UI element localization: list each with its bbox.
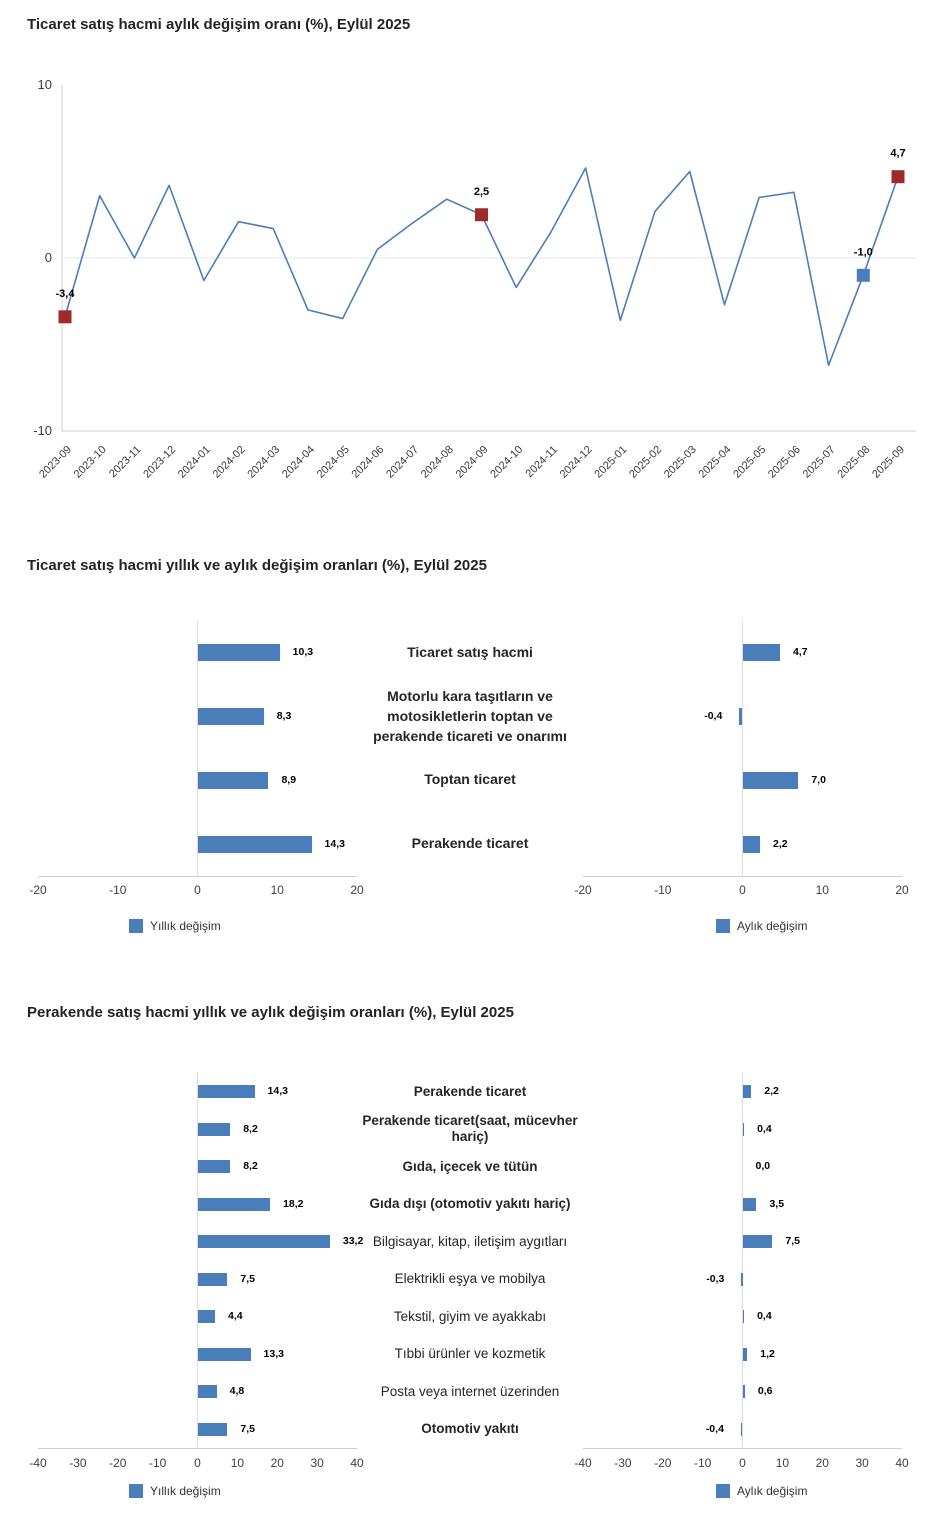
x-tick-2025-05: 2025-05 xyxy=(731,443,769,481)
left-value-label-2: 8,2 xyxy=(243,1160,258,1173)
x-tick-2024-01: 2024-01 xyxy=(175,443,213,481)
marker-label-2025-08: -1,0 xyxy=(853,246,873,259)
right-bar-8 xyxy=(743,1385,745,1398)
x-tick-2023-11: 2023-11 xyxy=(107,443,144,481)
retail-bar-chart-title: Perakende satış hacmi yıllık ve aylık değişim oranları (%), Eylül 2025 xyxy=(27,1004,514,1021)
left-value-label-3: 18,2 xyxy=(283,1197,304,1210)
x-tick-right-0: 0 xyxy=(739,1456,746,1470)
right-bar-3 xyxy=(743,836,761,853)
x-tick-left-0: 0 xyxy=(194,883,201,897)
x-tick-2023-10: 2023-10 xyxy=(71,443,109,481)
left-value-label-0: 14,3 xyxy=(267,1085,288,1098)
left-bar-3 xyxy=(198,836,312,853)
right-value-label-9: -0,4 xyxy=(705,1422,724,1435)
aylik-legend xyxy=(716,1484,807,1498)
x-tick-left--40: -40 xyxy=(29,1456,47,1470)
line-chart-title: Ticaret satış hacmi aylık değişim oranı (%), Eylül 2025 xyxy=(27,16,411,33)
x-tick-2025-09: 2025-09 xyxy=(870,443,908,481)
x-tick-2024-12: 2024-12 xyxy=(557,443,595,481)
left-bar-8 xyxy=(198,1385,217,1398)
x-tick-2025-04: 2025-04 xyxy=(696,443,734,481)
category-label-5: Elektrikli eşya ve mobilya xyxy=(394,1271,546,1287)
x-tick-2024-06: 2024-06 xyxy=(349,443,387,481)
right-plot-perakende xyxy=(583,1073,902,1449)
left-plot-ticaret xyxy=(38,621,357,877)
left-bar-9 xyxy=(198,1423,228,1436)
category-label-0: Perakende ticaret xyxy=(413,1083,527,1099)
right-value-label-6: 0,4 xyxy=(757,1310,772,1323)
right-value-label-2: 0,0 xyxy=(755,1160,771,1173)
legend-swatch xyxy=(716,919,730,933)
right-bar-2 xyxy=(743,772,799,789)
right-bar-1 xyxy=(739,708,742,725)
yillik-legend xyxy=(129,919,221,933)
right-value-label-3: 2,2 xyxy=(773,837,788,850)
x-tick-2025-03: 2025-03 xyxy=(661,443,699,481)
x-tick-2025-01: 2025-01 xyxy=(592,443,630,481)
left-value-label-9: 7,5 xyxy=(240,1422,256,1435)
category-label-8: Posta veya internet üzerinden xyxy=(380,1383,560,1399)
marker-label-2023-09: -3,4 xyxy=(55,287,75,300)
right-value-label-1: -0,4 xyxy=(704,710,723,723)
x-tick-left-30: 30 xyxy=(310,1456,324,1470)
x-tick-left-10: 10 xyxy=(230,1456,245,1470)
left-bar-0 xyxy=(198,1085,255,1098)
x-tick-right-20: 20 xyxy=(895,883,909,897)
right-bar-9 xyxy=(741,1423,743,1436)
category-label-2: Gıda, içecek ve tütün xyxy=(402,1158,538,1174)
left-bar-3 xyxy=(198,1198,271,1211)
y-tick--10: -10 xyxy=(33,423,52,438)
category-labels xyxy=(357,621,583,876)
x-tick-left-0: 0 xyxy=(194,1456,201,1470)
left-value-label-1: 8,3 xyxy=(276,710,292,723)
right-value-label-8: 0,6 xyxy=(757,1385,773,1398)
category-label-0: Ticaret satış hacmi xyxy=(407,643,533,660)
left-bar-0 xyxy=(198,644,280,661)
x-tick-left-40: 40 xyxy=(350,1456,364,1470)
marker-2024-09 xyxy=(475,208,488,221)
legend-label: Aylık değişim xyxy=(737,919,808,933)
right-value-label-1: 0,4 xyxy=(757,1122,772,1135)
right-value-label-2: 7,0 xyxy=(811,773,826,786)
right-bar-3 xyxy=(743,1198,757,1211)
left-value-label-7: 13,3 xyxy=(263,1347,284,1360)
x-tick-right--10: -10 xyxy=(693,1456,712,1470)
x-tick-right-10: 10 xyxy=(775,1456,790,1470)
right-value-label-7: 1,2 xyxy=(760,1347,775,1360)
x-tick-2024-02: 2024-02 xyxy=(210,443,248,481)
legend-label: Yıllık değişim xyxy=(150,919,221,933)
left-value-label-2: 8,9 xyxy=(281,773,297,786)
left-value-label-6: 4,4 xyxy=(228,1310,243,1323)
left-value-label-1: 8,2 xyxy=(243,1122,258,1135)
x-tick-2024-11: 2024-11 xyxy=(523,443,561,481)
left-value-label-3: 14,3 xyxy=(324,837,345,850)
x-tick-2024-07: 2024-07 xyxy=(384,443,422,481)
marker-2025-09 xyxy=(892,170,905,183)
x-tick-left-10: 10 xyxy=(270,883,284,897)
x-tick-2024-08: 2024-08 xyxy=(418,443,456,481)
right-bar-5 xyxy=(741,1273,742,1286)
x-tick-left--20: -20 xyxy=(29,883,47,897)
left-bar-1 xyxy=(198,708,264,725)
monthly-change-line-chart xyxy=(0,0,938,530)
x-tick-right--40: -40 xyxy=(574,1456,592,1470)
marker-2023-09 xyxy=(59,310,72,323)
left-bar-2 xyxy=(198,1160,231,1173)
legend-swatch xyxy=(129,1484,143,1498)
x-tick-left-20: 20 xyxy=(350,883,364,897)
left-value-label-5: 7,5 xyxy=(240,1272,256,1285)
x-tick-left--10: -10 xyxy=(109,883,127,897)
left-bar-4 xyxy=(198,1235,330,1248)
legend-label: Aylık değişim xyxy=(737,1484,808,1498)
trade-bar-chart-title: Ticaret satış hacmi yıllık ve aylık değişim oranları (%), Eylül 2025 xyxy=(27,557,487,574)
x-tick-right-10: 10 xyxy=(815,883,829,897)
category-label-9: Otomotiv yakıtı xyxy=(421,1421,519,1437)
marker-label-2025-09: 4,7 xyxy=(890,147,906,160)
category-label-4: Bilgisayar, kitap, iletişim aygıtları xyxy=(372,1233,568,1249)
x-tick-right--30: -30 xyxy=(614,1456,632,1470)
right-bar-7 xyxy=(743,1348,748,1361)
x-tick-2025-08: 2025-08 xyxy=(835,443,873,481)
right-value-label-3: 3,5 xyxy=(769,1197,785,1210)
x-tick-2025-06: 2025-06 xyxy=(765,443,803,481)
right-bar-1 xyxy=(743,1123,745,1136)
category-label-1: Motorlu kara taşıtların ve motosikletlerin toptan ve perakende ticareti ve onarımı xyxy=(373,687,567,744)
category-label-6: Tekstil, giyim ve ayakkabı xyxy=(393,1308,547,1324)
x-tick-left--20: -20 xyxy=(109,1456,127,1470)
x-tick-2023-12: 2023-12 xyxy=(141,443,179,481)
category-label-7: Tıbbi ürünler ve kozmetik xyxy=(394,1346,546,1362)
right-value-label-5: -0,3 xyxy=(706,1272,725,1285)
x-tick-2024-04: 2024-04 xyxy=(280,443,318,481)
right-bar-6 xyxy=(743,1310,745,1323)
x-tick-2024-05: 2024-05 xyxy=(314,443,352,481)
right-value-label-4: 7,5 xyxy=(785,1235,801,1248)
left-bar-1 xyxy=(198,1123,231,1136)
category-label-3: Gıda dışı (otomotiv yakıtı hariç) xyxy=(369,1196,571,1212)
x-tick-right-0: 0 xyxy=(739,883,746,897)
yillik-legend xyxy=(129,1484,221,1498)
category-label-3: Perakende ticaret xyxy=(411,835,529,852)
y-tick-10: 10 xyxy=(37,77,52,92)
right-bar-4 xyxy=(743,1235,773,1248)
x-tick-right-30: 30 xyxy=(855,1456,869,1470)
x-tick-2025-07: 2025-07 xyxy=(800,443,838,481)
x-tick-2024-03: 2024-03 xyxy=(245,443,283,481)
left-plot-perakende xyxy=(38,1073,364,1449)
legend-swatch xyxy=(129,919,143,933)
left-bar-2 xyxy=(198,772,269,789)
x-tick-right-40: 40 xyxy=(895,1456,909,1470)
right-bar-0 xyxy=(743,1085,752,1098)
left-value-label-8: 4,8 xyxy=(229,1385,245,1398)
x-tick-right--10: -10 xyxy=(654,883,672,897)
right-value-label-0: 4,7 xyxy=(792,646,808,659)
right-value-label-0: 2,2 xyxy=(764,1085,779,1098)
right-plot-ticaret xyxy=(583,621,902,877)
x-tick-2025-02: 2025-02 xyxy=(627,443,665,481)
category-label-2: Toptan ticaret xyxy=(424,771,516,788)
left-bar-5 xyxy=(198,1273,228,1286)
x-tick-2023-09: 2023-09 xyxy=(37,443,75,481)
category-labels xyxy=(357,1073,583,1448)
x-tick-right--20: -20 xyxy=(574,883,592,897)
legend-label: Yıllık değişim xyxy=(150,1484,221,1498)
left-bar-6 xyxy=(198,1310,216,1323)
x-tick-2024-10: 2024-10 xyxy=(488,443,526,481)
x-tick-right--20: -20 xyxy=(654,1456,672,1470)
left-value-label-4: 33,2 xyxy=(342,1235,364,1248)
left-value-label-0: 10,3 xyxy=(292,646,314,659)
x-tick-left-20: 20 xyxy=(270,1456,284,1470)
y-tick-0: 0 xyxy=(44,250,52,265)
x-tick-right-20: 20 xyxy=(815,1456,829,1470)
right-bar-0 xyxy=(743,644,780,661)
category-label-1: Perakende ticaret(saat, mücevher hariç) xyxy=(362,1112,578,1145)
left-bar-7 xyxy=(198,1348,251,1361)
x-tick-left--30: -30 xyxy=(69,1456,87,1470)
x-tick-left--10: -10 xyxy=(148,1456,167,1470)
marker-label-2024-09: 2,5 xyxy=(473,185,490,198)
x-tick-2024-09: 2024-09 xyxy=(453,443,491,481)
marker-2025-08 xyxy=(857,269,870,282)
legend-swatch xyxy=(716,1484,730,1498)
aylik-legend xyxy=(716,919,807,933)
